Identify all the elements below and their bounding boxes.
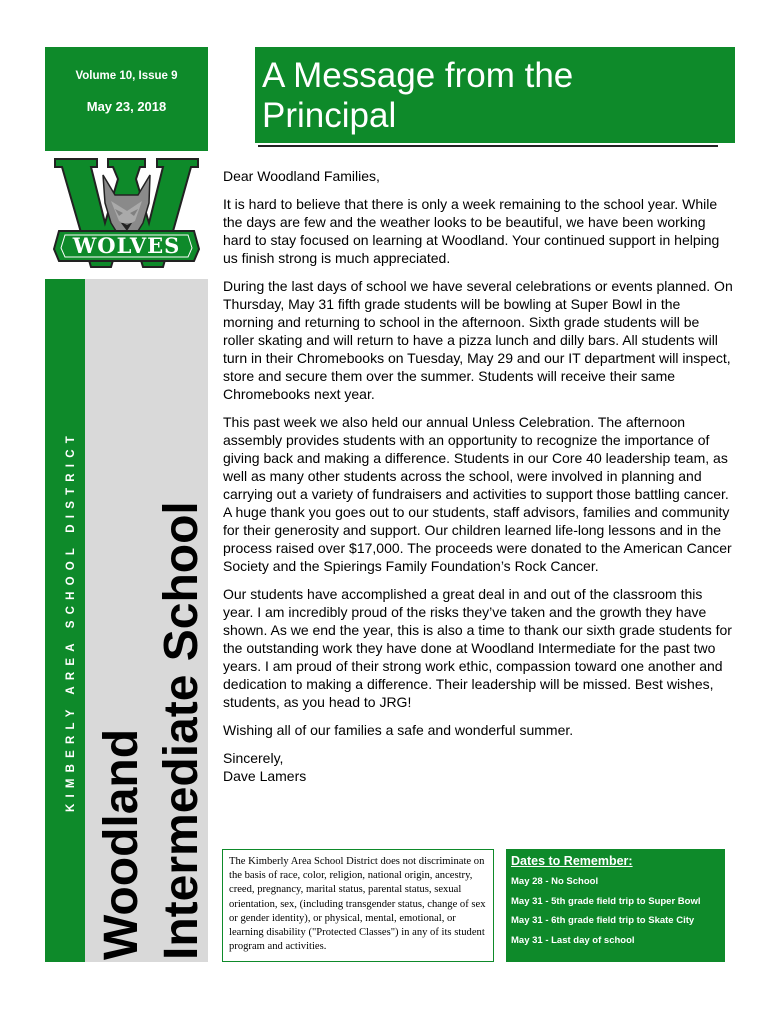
principal-letter	[223, 167, 733, 785]
school-name-line1: Woodland	[95, 728, 148, 960]
letter-paragraph: During the last days of school we have several celebrations or events planned. On Thursday, May 31 fifth grade students will be bowling at Super Bowl in the morning and returning to school in the afternoon. Sixth grade students will be roller skating and will return to have a pizza lunch and dilly bars. All students will turn in their Chromebooks on Tuesday, May 29 and our IT department will inspect, store and secure them over the summer. Students will receive their same Chromebooks next year.	[223, 278, 733, 402]
letter-paragraph: It is hard to believe that there is only a week remaining to the school year. While the days are few and the weather looks to be beautiful, we have been working hard to stay focused on learning at Woodland. Your continued support in helping us finish strong is much appreciated.	[223, 196, 720, 266]
logo-banner-text: WOLVES	[72, 233, 181, 258]
date-item: May 31 - Last day of school	[511, 934, 635, 946]
headline-underline	[258, 145, 718, 147]
title-line2: Principal	[262, 96, 397, 135]
school-name-line2: Intermediate School	[155, 501, 208, 960]
letter-paragraph: Our students have accomplished a great deal in and out of the classroom this year. I am incredibly proud of the risks they’ve taken and the growth they have shown. As we end the year, this is also a time to thank our sixth grade students for the outstanding work they have done at Woodland Intermediate for the past two years. I am proud of their strong work ethic, compassion toward one another and dedication to making a difference. Their leadership will be missed. Best wishes, students, as you head to JRG!	[223, 586, 732, 710]
date-item: May 28 - No School	[511, 876, 599, 887]
letter-signature: Dave Lamers	[223, 768, 307, 784]
date-item: May 31 - 6th grade field trip to Skate City	[511, 915, 695, 926]
issue-date: May 23, 2018	[86, 99, 167, 114]
date-item: May 31 - 5th grade field trip to Super Bowl	[511, 895, 701, 907]
letter-greeting: Dear Woodland Families,	[223, 168, 380, 184]
letter-closing: Sincerely,	[223, 750, 284, 766]
dates-title: Dates to Remember:	[511, 854, 633, 868]
wolf-head-logo-icon	[45, 151, 208, 279]
nondiscrimination-notice: The Kimberly Area School District does not discriminate on the basis of race, color, religion, national origin, ancestry, creed, pregnancy, marital status, parental status, sexual orientation, sex, (including transgender status, change of sex or gender identity), or physical, mental, emotional, or learning disability ("Protected Classes") in any of its student program and activities.	[222, 849, 494, 962]
dates-to-remember	[506, 849, 725, 962]
letter-paragraph: This past week we also held our annual Unless Celebration. The afternoon assembly provides students with an opportunity to recognize the importance of giving back and making a difference. Students in our Core 40 leadership team, as well as many other students across the school, were involved in planning and carrying out a variety of fundraisers and activities to support those battling cancer. A huge thank you goes out to our students, staff advisors, families and community for their generosity and support. Our children learned life-long lessons and in the process raised over $17,000. The proceeds were donated to the American Cancer Society and the Spierings Family Foundation’s Rock Cancer.	[223, 414, 732, 574]
district-name: KIMBERLY AREA SCHOOL DISTRICT	[65, 430, 77, 812]
page-title	[262, 56, 573, 136]
letter-paragraph: Wishing all of our families a safe and wonderful summer.	[223, 722, 574, 738]
volume-issue: Volume 10, Issue 9	[75, 70, 178, 82]
wolves-logo	[45, 151, 208, 279]
title-line1: A Message from the	[262, 56, 574, 95]
school-name	[92, 501, 212, 960]
